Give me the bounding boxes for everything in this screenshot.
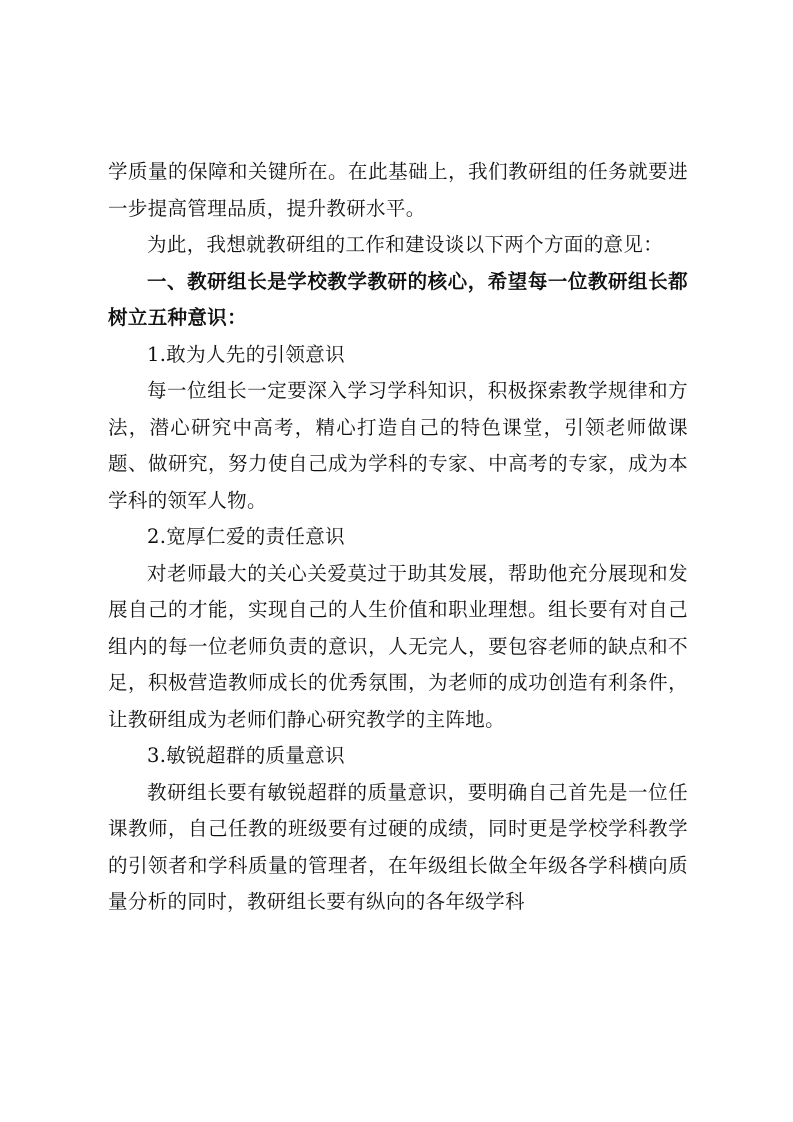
- document-page: [108, 154, 688, 921]
- section-heading: 一、教研组长是学校教学教研的核心，希望每一位教研组长都树立五种意识：: [108, 269, 688, 329]
- paragraph-intro: 为此，我想就教研组的工作和建设谈以下两个方面的意见：: [147, 233, 664, 256]
- subheading-1: 1.敢为人先的引领意识: [147, 342, 345, 366]
- paragraph-continuation: 学质量的保障和关键所在。在此基础上，我们教研组的任务就要进一步提高管理品质，提升教研水平。: [108, 160, 688, 220]
- paragraph-2: 对老师最大的关心关爱莫过于助其发展，帮助他充分展现和发展自己的才能，实现自己的人生价值和职业理想。组长要有对自己组内的每一位老师负责的意识，人无完人，要包容老师的缺点和不足，积极营造教师成长的优秀氛围，为老师的成功创造有利条件，让教研组成为老师们静心研究教学的主阵地。: [108, 561, 688, 731]
- paragraph-1: 每一位组长一定要深入学习学科知识，积极探索教学规律和方法，潜心研究中高考，精心打造自己的特色课堂，引领老师做课题、做研究，努力使自己成为学科的专家、中高考的专家，成为本学科的领军人物。: [108, 379, 688, 512]
- paragraph-3: 教研组长要有敏锐超群的质量意识，要明确自己首先是一位任课教师，自己任教的班级要有过硬的成绩，同时更是学校学科教学的引领者和学科质量的管理者，在年级组长做全年级各学科横向质量分析的同时，教研组长要有纵向的各年级学科: [108, 780, 688, 913]
- subheading-2: 2.宽厚仁爱的责任意识: [147, 525, 345, 548]
- subheading-3: 3.敏锐超群的质量意识: [147, 744, 345, 767]
